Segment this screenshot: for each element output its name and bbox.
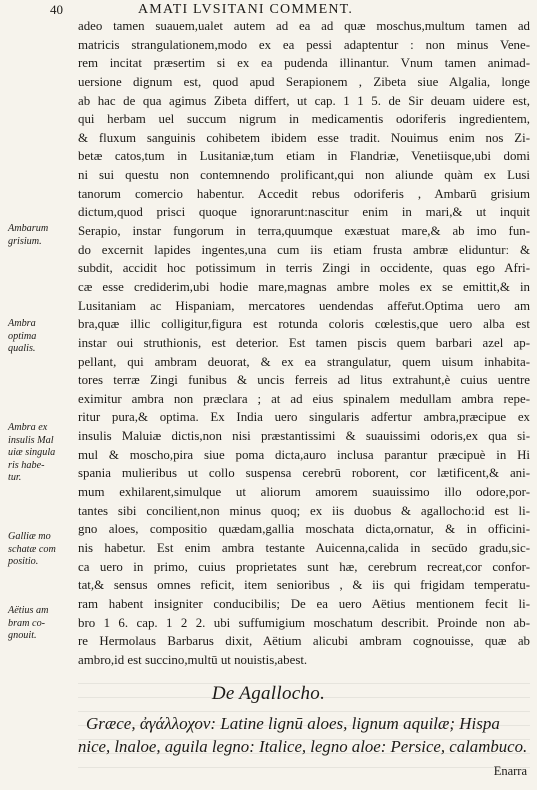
text-line: adeo tamen suauem,ualet autem ad ea ad quæ moschus,multum tamen ad: [78, 19, 530, 33]
text-line: ca uero in primo, cuius proprietates sunt hæ, cerebrum recreat,cor confor-: [78, 559, 530, 574]
text-line: matricis strangulationem,modo ex ea pessi adaptentur : non minus Vene-: [78, 37, 530, 52]
names-line: nice, lnaloe, aguila legno: Italice, legno aloe: Persice, calambuco.: [78, 737, 528, 756]
margin-note-ambra-optima: [8, 318, 72, 356]
text-line: ni sui questu non contemnendo prolificant,qui non aliunde quàm ex Lusi: [78, 168, 530, 183]
text-line: tantes sibi concilient,non minus quoq; ex iis duobus & agallocho:id est li-: [78, 503, 530, 518]
margin-note-ambarum-grisium: [8, 223, 72, 248]
margin-note-line: uiæ singula: [8, 447, 56, 459]
text-line: Serapio, instar fungorum in terra,quumque exæstuat mare,& ab imo fun-: [78, 224, 530, 239]
text-line: tat,& sensus omnes reficit, item senioribus , & iis qui frigidam temperatu-: [78, 578, 530, 593]
text-line: qui herbam uel succum nigrum in medicamentis odoriferis ingredientem,: [78, 112, 530, 127]
text-line: ritur pura,& optima. Ex India uero singularis adfertur ambra,præcipue ex: [78, 410, 530, 425]
text-line: & fluxum sanguinis cohibetem ibidem esse tradit. Nouimus enim nos Zi-: [78, 130, 530, 145]
text-line: betæ catos,tum in Lusitaniæ,tum etiam in Flandriæ, Venetiisque,ubi domi: [78, 149, 530, 164]
text-line: do excernit lapides ingentes,una cum iis etiam frusta ambræ elidunturː &: [78, 242, 530, 257]
section-heading: De Agallocho.: [211, 683, 326, 704]
text-line: ambro,id est succino,multū ut nouistis,abest.: [78, 652, 308, 667]
text-line: cæ esse crediderim,ubi hodie mare,magnas ambre moles ex se emittit,& in: [78, 279, 530, 294]
text-line: spania mulieribus ut collo suspensa cerebrū roborent, cor lætificent,& ani-: [78, 466, 530, 481]
text-line: subdit, accidit hoc potissimum in terris Zingi in occidente, quas ego Afri-: [78, 261, 530, 276]
margin-note-line: grisium.: [8, 235, 42, 247]
text-line: pellant, qui ambram deuorat, & ex ea strangulatur, quem uisum inhabita-: [78, 354, 530, 369]
margin-note-galliae-moschatae: [8, 531, 72, 569]
text-line: re Hermolaus Barbarus dixit, Aëtium alicubi ambram cognouisse, quæ ab: [78, 634, 530, 649]
catchword: Enarra: [493, 764, 527, 778]
margin-note-line: schatæ com: [8, 543, 56, 555]
margin-note-line: optima: [8, 330, 37, 342]
margin-note-line: Ambra: [8, 318, 36, 329]
margin-note-line: Galliæ mo: [8, 531, 51, 542]
main-text-block: [78, 17, 530, 669]
text-line: instar oui struthionis, est deterior. Est tamen piscis quem barbari azel ap-: [78, 335, 530, 350]
margin-note-ambra-maluiae: [8, 422, 72, 485]
margin-note-line: Aëtius am: [8, 605, 49, 616]
text-line: uersione dignum est, quod apud Serapionem , Zibeta siue Algalia, longe: [78, 74, 530, 89]
margin-note-aetius: [8, 605, 72, 643]
text-line: mul & moscho,pira siue poma dicta,auro inclusa parantur præcipuè in Hi: [78, 447, 530, 462]
margin-note-line: bram co-: [8, 617, 46, 629]
text-line: mum exhilarent,simulque ut aliorum amorem suauissimo illo odore,por-: [78, 485, 530, 500]
margin-note-line: tur.: [8, 472, 22, 484]
plant-names-block: [78, 712, 530, 758]
running-title: AMATI LVSITANI COMMENT.: [138, 2, 354, 17]
text-line: insulis Maluiæ dictis,non nisi præstantissimi & suauissimi odoris,ex qua si-: [78, 429, 530, 444]
text-line: ab hac de qua agimus Zibeta differt, ut cap. 1 1 5. de Sir deuam uidere est,: [78, 93, 530, 108]
text-line: rem incitat præsertim si ex ea pudenda illinantur. Vnum tamen animad-: [78, 56, 530, 71]
text-line: eximitur ambra non præclara ; at ad eius spinalem medullam ambra repe-: [78, 391, 530, 406]
margin-note-line: insulis Mal: [8, 434, 54, 446]
text-line: tores terræ Zingi funibus & uncis ferreis ad litus extrahunt,è cuius uentre: [78, 373, 530, 388]
margin-note-line: gnouit.: [8, 630, 37, 642]
text-line: bra,quæ illic colligitur,figura est rotunda coloris cœlestis,que uero alba est: [78, 317, 530, 332]
text-line: gno aloes, compositio quædam,gallia moschata dicta,ornatur, & in officini-: [78, 522, 530, 537]
text-line: ram habent insigniter conducibilis; De ea uero Aëtius mentionem fecit li-: [78, 596, 530, 611]
margin-note-line: qualis.: [8, 343, 36, 355]
names-line: Græce, ἀγάλλοχον: Latine lignū aloes, lignum aquilæ; Hispa: [86, 714, 500, 733]
margin-note-line: Ambra ex: [8, 422, 48, 433]
running-header: [50, 2, 530, 18]
margin-note-line: ris habe-: [8, 459, 45, 471]
page-number: 40: [50, 2, 63, 17]
text-line: dictum,quod prisci quoque ignorarunt:nascitur enim in mari,& ut inquit: [78, 205, 530, 220]
text-line: bro 1 6. cap. 1 2 2. ubi suffumigium moschatum describit. Proinde non ab-: [78, 615, 530, 630]
text-line: nis habetur. Est enim ambra testante Auicenna,calida in secūdo gradu,sic-: [78, 540, 530, 555]
text-line: tanorum comercio habentur. Accedit rebus odoriferis , Ambarū grisium: [78, 186, 530, 201]
text-line: Lusitaniam ac Hispaniam, mercatores uendendas affer̄ut.Optima uero am: [78, 298, 530, 313]
margin-note-line: Ambarum: [8, 223, 49, 234]
margin-note-line: positio.: [8, 556, 39, 568]
